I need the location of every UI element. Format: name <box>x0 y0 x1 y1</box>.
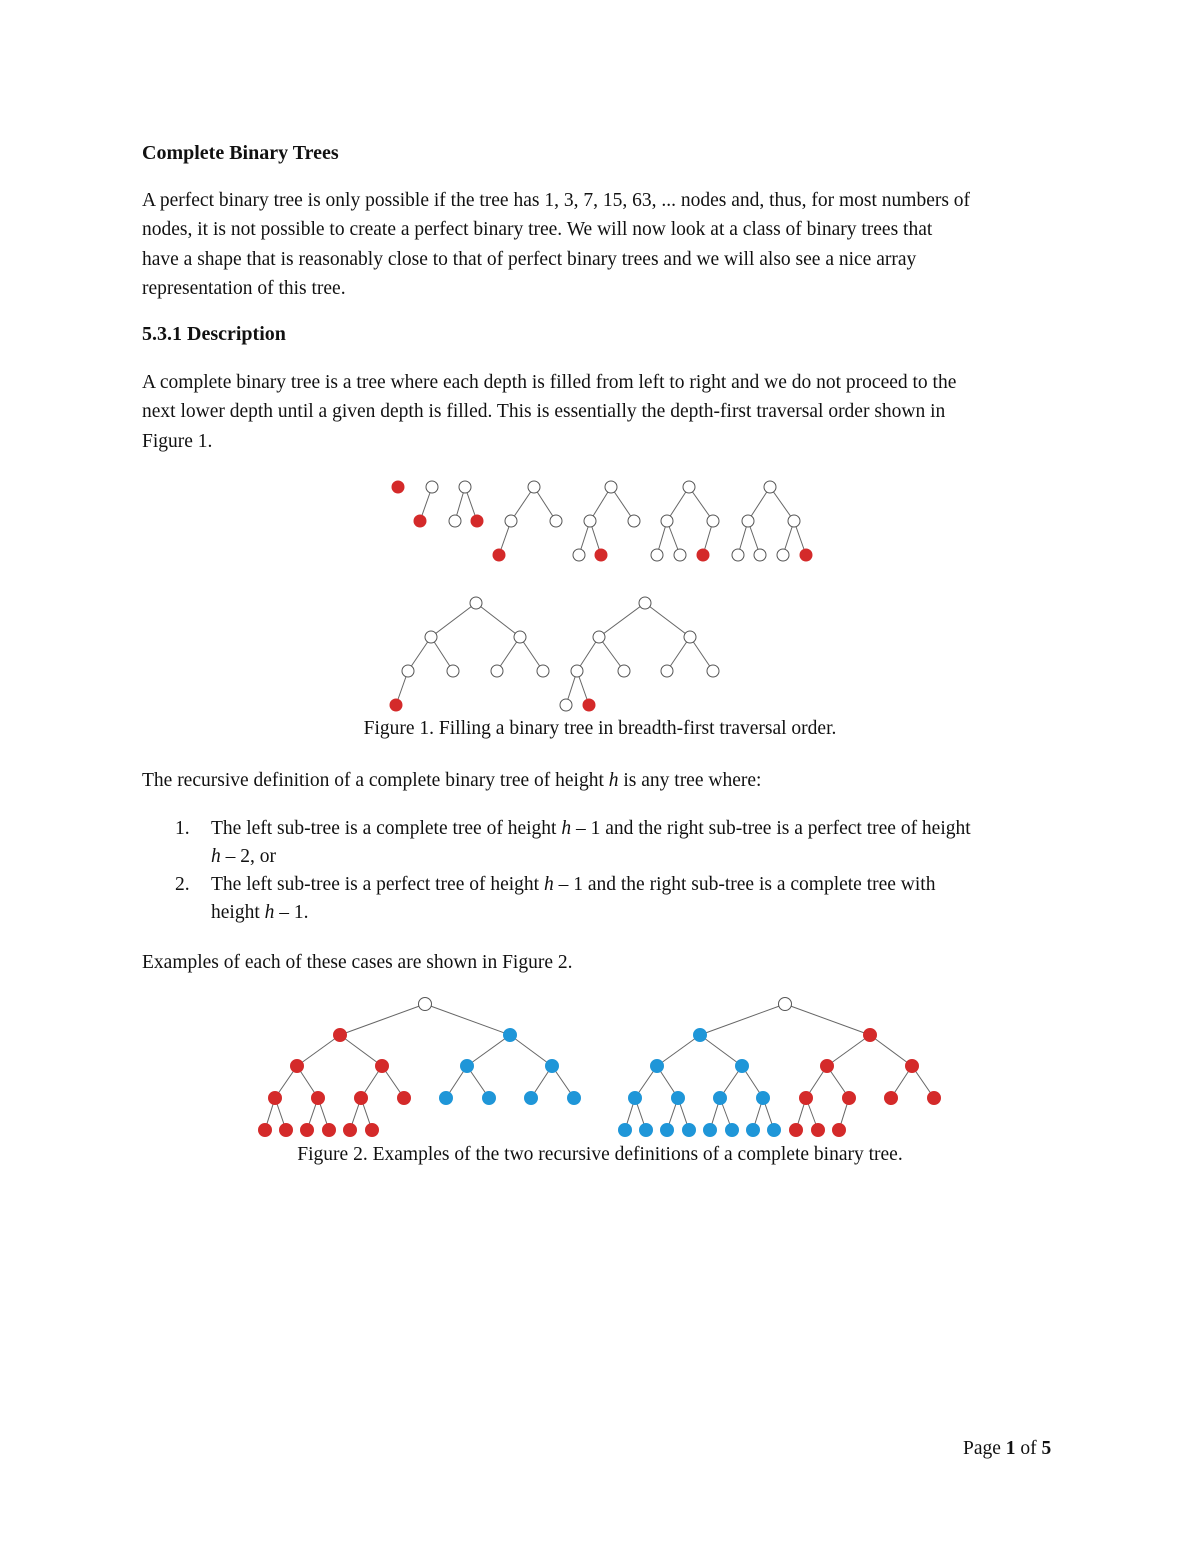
tree-edge <box>785 1004 870 1035</box>
red-node <box>366 1124 379 1137</box>
red-node <box>833 1124 846 1137</box>
red-node <box>280 1124 293 1137</box>
blue-node <box>525 1092 538 1105</box>
red-node <box>843 1092 856 1105</box>
empty-node <box>419 998 432 1011</box>
page-label: Page <box>963 1438 1006 1459</box>
red-node <box>376 1060 389 1073</box>
blue-node <box>461 1060 474 1073</box>
red-node <box>821 1060 834 1073</box>
height-variable: h <box>608 770 619 791</box>
figure-2-caption: Figure 2. Examples of the two recursive definitions of a complete binary tree. <box>297 1144 903 1165</box>
text-segment: – 1 and the right sub-tree is a perfect tree of height <box>571 818 971 839</box>
blue-node <box>568 1092 581 1105</box>
height-variable: h <box>543 874 554 895</box>
intro-line: have a shape that is reasonably close to that of perfect binary trees and we will also see a nice array <box>142 248 917 270</box>
red-node <box>323 1124 336 1137</box>
total-pages: 5 <box>1041 1438 1052 1459</box>
red-node <box>269 1092 282 1105</box>
intro-line: nodes, it is not possible to create a perfect binary tree. We will now look at a class of binary trees that <box>142 219 933 241</box>
intro-text-after: is any tree where: <box>618 770 762 791</box>
empty-node <box>779 998 792 1011</box>
red-node <box>800 1092 813 1105</box>
figure-1-caption: Figure 1. Filling a binary tree in breadth-first traversal order. <box>363 718 837 739</box>
text-segment: The left sub-tree is a complete tree of height <box>211 818 562 839</box>
text-segment: – 1 and the right sub-tree is a complete tree with <box>553 874 936 895</box>
red-node <box>334 1029 347 1042</box>
red-node <box>259 1124 272 1137</box>
red-node <box>291 1060 304 1073</box>
blue-node <box>714 1092 727 1105</box>
tree-edge <box>700 1035 742 1066</box>
tree-edge <box>340 1035 382 1066</box>
height-variable: h <box>264 902 275 923</box>
tree-edge <box>467 1035 510 1066</box>
text-segment: – 2, or <box>220 846 276 867</box>
description-line: next lower depth until a given depth is filled. This is essentially the depth-first traversal order shown in <box>142 401 946 423</box>
blue-node <box>683 1124 696 1137</box>
blue-node <box>483 1092 496 1105</box>
red-node <box>398 1092 411 1105</box>
intro-line: A perfect binary tree is only possible if the tree has 1, 3, 7, 15, 63, ... nodes and, thus, for most numbers of <box>142 190 971 211</box>
intro-text-before: The recursive definition of a complete binary tree of height <box>142 770 609 791</box>
blue-node <box>704 1124 717 1137</box>
page-number <box>963 1438 1051 1460</box>
tree-edge <box>425 1004 510 1035</box>
blue-node <box>757 1092 770 1105</box>
text-segment: height <box>211 902 265 923</box>
height-variable: h <box>211 846 221 867</box>
blue-node <box>619 1124 632 1137</box>
tree-edge <box>657 1035 700 1066</box>
red-node <box>812 1124 825 1137</box>
red-node <box>312 1092 325 1105</box>
list-number: 1. <box>175 818 190 839</box>
description-line: A complete binary tree is a tree where each depth is filled from left to right and we do not proceed to the <box>142 372 957 393</box>
page-of-label: of <box>1015 1438 1042 1459</box>
tree-edge <box>510 1035 552 1066</box>
blue-node <box>768 1124 781 1137</box>
tree-edge <box>870 1035 912 1066</box>
blue-node <box>629 1092 642 1105</box>
blue-node <box>694 1029 707 1042</box>
red-node <box>790 1124 803 1137</box>
blue-node <box>672 1092 685 1105</box>
tree-edge <box>700 1004 785 1035</box>
red-node <box>864 1029 877 1042</box>
tree-edge <box>297 1035 340 1066</box>
height-variable: h <box>561 818 572 839</box>
tree-edge <box>340 1004 425 1035</box>
blue-node <box>546 1060 559 1073</box>
blue-node <box>440 1092 453 1105</box>
text-segment: The left sub-tree is a perfect tree of height <box>211 874 544 895</box>
intro-line: representation of this tree. <box>142 277 346 299</box>
blue-node <box>661 1124 674 1137</box>
blue-node <box>747 1124 760 1137</box>
description-line: Figure 1. <box>142 430 213 452</box>
blue-node <box>726 1124 739 1137</box>
red-node <box>301 1124 314 1137</box>
tree-edge <box>827 1035 870 1066</box>
red-node <box>906 1060 919 1073</box>
page-title: Complete Binary Trees <box>142 142 339 164</box>
section-heading: 5.3.1 Description <box>142 323 286 345</box>
current-page: 1 <box>1005 1438 1016 1459</box>
blue-node <box>736 1060 749 1073</box>
list-number: 2. <box>175 874 190 895</box>
red-node <box>928 1092 941 1105</box>
blue-node <box>640 1124 653 1137</box>
red-node <box>885 1092 898 1105</box>
red-node <box>355 1092 368 1105</box>
blue-node <box>504 1029 517 1042</box>
red-node <box>344 1124 357 1137</box>
figure-2-intro: Examples of each of these cases are shown in Figure 2. <box>142 952 573 973</box>
text-segment: – 1. <box>274 902 309 923</box>
blue-node <box>651 1060 664 1073</box>
